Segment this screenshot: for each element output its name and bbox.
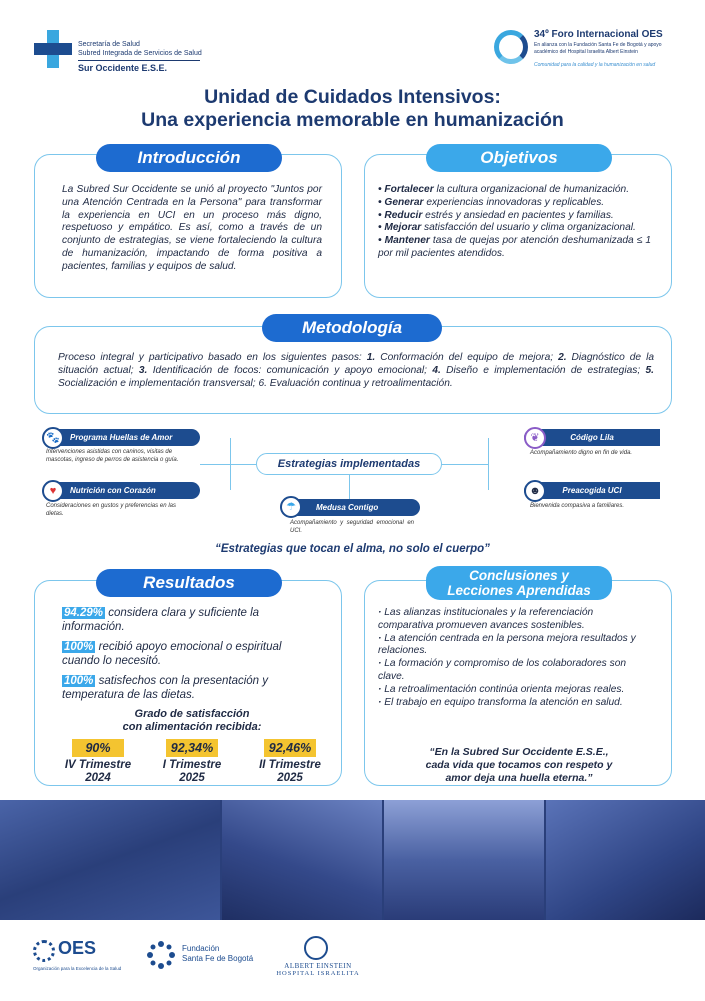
list-item: · Las alianzas institucionales y la referenciación comparativa promueven avances sostenibles. [378, 607, 594, 631]
resultado-2: 100% recibió apoyo emocional o espiritual cuando lo necesitó. [62, 641, 282, 667]
metodologia-text: Proceso integral y participativo basado en los siguientes pasos: 1. Conformación del equipo de mejora; 2. Diagnóstico de la situación actual; 3. Identificación de focos: comunicación y apoyo emocional; 4. Diseño e implementación de estrategias; 5. Socialización e implementación transversal; 6. Evaluación continua y retroalimentación. [58, 352, 655, 389]
photo-strip [0, 800, 705, 920]
conclusiones-list [378, 607, 648, 709]
introduccion-text: La Subred Sur Occidente se unió al proyecto "Juntos por una Atención Centrada en la Persona" para transformar la experiencia en UCI en un proceso más digno, respetuoso y empático. Es así, como a través de un conjunto de estrategias, se viene fortaleciendo la cultura de humanización, impactando de forma positiva a pacientes, familias y equipos de salud. [62, 184, 322, 272]
resultados-heading: Resultados [96, 569, 282, 597]
estrategias-center: Estrategias implementadas [256, 453, 442, 475]
fsfb-name: Fundación Santa Fe de Bogotá [182, 944, 254, 963]
grade-title: Grado de satisfacción con alimentación recibida: [122, 708, 262, 733]
list-item: • Generar experiencias innovadoras y replicables. [378, 196, 605, 208]
medusa-desc: Acompañamiento y seguridad emocional en UCI. [290, 520, 414, 534]
huellas-bar: Programa Huellas de Amor [56, 429, 200, 446]
lila-desc: Acompañamiento digno en fin de vida. [530, 450, 633, 456]
photo-team [0, 800, 220, 920]
family-icon: ☻ [524, 480, 546, 502]
connector-left [200, 464, 256, 465]
huellas-desc: Intervenciones asistidas con caninos, visitas de mascotas, ingreso de perros de asistencia o guía. [46, 449, 179, 463]
conclusiones-quote: “En la Subred Sur Occidente E.S.E., cada vida que tocamos con respeto y amor deja una huella eterna.” [425, 746, 613, 784]
lila-bar: Código Lila [524, 429, 660, 446]
oes-name: OES [58, 938, 97, 958]
grade-period: IV Trimestre 2024 [64, 759, 132, 784]
list-item: · La retroalimentación continúa orienta mejoras reales. [378, 683, 625, 695]
list-item: • Fortalecer la cultura organizacional de humanización. [378, 184, 630, 195]
foro-tagline: Comunidad para la calidad y la humanización en salud [534, 62, 656, 68]
connector-left-v [230, 438, 231, 490]
foro-logo-icon [494, 30, 528, 64]
header-divider [78, 60, 200, 61]
jellyfish-icon: ☂ [280, 496, 302, 518]
einstein-logo-icon [304, 936, 328, 960]
list-item: • Mejorar satisfacción del usuario y clima organizacional. [378, 222, 636, 234]
mid-quote: “Estrategias que tocan el alma, no solo el cuerpo” [215, 543, 490, 555]
preacogida-desc: Bienvenida compasiva a familiares. [530, 503, 625, 509]
photo-medusa [546, 800, 705, 920]
heart-icon: ♥ [42, 480, 64, 502]
resultado-3: 100% satisfechos con la presentación y temperatura de las dietas. [62, 675, 269, 701]
list-item: • Reducir estrés y ansiedad en pacientes y familias. [378, 209, 614, 221]
connector-right [442, 464, 488, 465]
list-item: • Mantener tasa de quejas por atención deshumanizada ≤ 1 por mil pacientes atendidos. [378, 235, 651, 259]
photo-nurse [384, 800, 544, 920]
fsfb-logo-icon [146, 940, 176, 970]
einstein-name: ALBERT EINSTEIN [284, 962, 352, 970]
einstein-subtitle: HOSPITAL ISRAELITA [276, 970, 360, 977]
introduccion-heading: Introducción [96, 144, 282, 172]
pct-badge: 100% [64, 641, 94, 653]
butterfly-icon: ❦ [524, 427, 546, 449]
grade-period: II Trimestre 2025 [259, 759, 321, 784]
foro-subtitle: En alianza con la Fundación Santa Fe de Bogotá y apoyo académico del Hospital Israelita Albert Einstein [534, 42, 662, 55]
pct-badge: 100% [64, 675, 94, 687]
grade-badge: 92,34% [166, 739, 218, 757]
connector-right-v [488, 438, 489, 490]
grade-badge: 90% [72, 739, 124, 757]
objetivos-list [378, 184, 651, 261]
preacogida-bar: Preacogida UCI [524, 482, 660, 499]
list-item: · El trabajo en equipo transforma la atención en salud. [378, 696, 623, 708]
cross-logo-icon [34, 30, 72, 68]
metodologia-heading: Metodología [262, 314, 442, 342]
secretaria-text: Secretaría de Salud Subred Integrada de Servicios de Salud [78, 41, 202, 57]
objetivos-heading: Objetivos [426, 144, 612, 172]
grade-period: I Trimestre 2025 [162, 759, 222, 784]
medusa-bar: Medusa Contigo [292, 499, 420, 516]
oes-logo-icon [33, 940, 55, 962]
grade-badge: 92,46% [264, 739, 316, 757]
nutricion-desc: Consideraciones en gustos y preferencias en las dietas. [46, 503, 176, 517]
dog-icon: 🐾 [42, 427, 64, 449]
page-title: Unidad de Cuidados Intensivos: Una experiencia memorable en humanización [141, 86, 564, 131]
pct-badge: 94.29% [64, 607, 104, 619]
nutricion-bar: Nutrición con Corazón [56, 482, 200, 499]
resultado-1: 94.29% considera clara y suficiente la información. [62, 607, 260, 633]
conclusiones-heading: Conclusiones y Lecciones Aprendidas [426, 566, 612, 600]
oes-subtitle: Organización para la Excelencia de la Salud [33, 966, 122, 971]
subred-name: Sur Occidente E.S.E. [78, 63, 168, 73]
foro-title: 34º Foro Internacional OES [534, 29, 663, 40]
list-item: · La atención centrada en la persona mejora resultados y relaciones. [378, 632, 636, 657]
list-item: · La formación y compromiso de los colaboradores son clave. [378, 658, 627, 682]
photo-hands [222, 800, 382, 920]
connector-bottom [349, 475, 350, 499]
